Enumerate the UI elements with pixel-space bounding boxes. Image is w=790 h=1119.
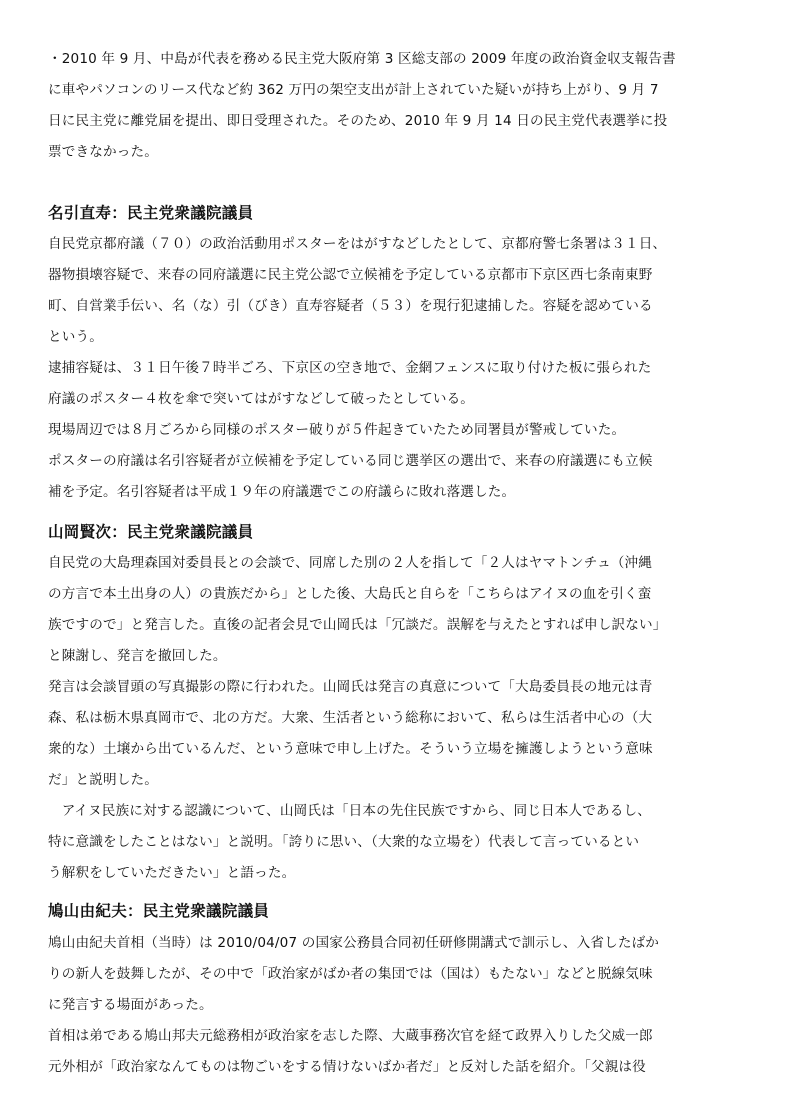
text-line: 自民党京都府議（７０）の政治活動用ポスターをはがすなどしたとして、京都府警七条署は３１日、	[48, 236, 667, 252]
text-line: 森、私は栃木県真岡市で、北の方だ。大衆、生活者という総称において、私らは生活者中心の（大	[48, 710, 653, 726]
text-line: という。	[48, 329, 103, 345]
text-line: 鳩山由紀夫首相（当時）は 2010/04/07 の国家公務員合同初任研修開講式で訓示し、入省したばか	[48, 935, 660, 951]
text-line: 器物損壊容疑で、来春の同府議選に民主党公認で立候補を予定している京都市下京区西七条南東野	[48, 267, 653, 283]
text-line: 逮捕容疑は、３１日午後７時半ごろ、下京区の空き地で、金網フェンスに取り付けた板に張られた	[48, 360, 652, 376]
text-line: 票できなかった。	[48, 144, 158, 160]
text-line: ポスターの府議は名引容疑者が立候補を予定している同じ選挙区の選出で、来春の府議選にも立候	[48, 453, 653, 469]
text-line: 首相は弟である鳩山邦夫元総務相が政治家を志した際、大蔵事務次官を経て政界入りした父威一郎	[48, 1028, 653, 1044]
text-line: う解釈をしていただきたい」と語った。	[48, 865, 296, 881]
text-line: と陳謝し、発言を撤回した。	[48, 648, 227, 664]
section-body-nabiki	[48, 229, 768, 508]
text-line: の方言で本土出身の人）の貴族だから」とした後、大島氏と自らを「こちらはアイヌの血を引く蛮	[48, 586, 652, 602]
text-line: 発言は会談冒頭の写真撮影の際に行われた。山岡氏は発言の真意について「大島委員長の地元は青	[48, 679, 653, 695]
section-heading-yamaoka: 山岡賢次：民主党衆議院議員	[48, 523, 254, 541]
text-line: 特に意識をしたことはない」と説明。「誇りに思い、（大衆的な立場を）代表して言っているとい	[48, 834, 640, 850]
section-heading-nabiki: 名引直寿：民主党衆議院議員	[48, 204, 254, 222]
text-line: りの新人を鼓舞したが、その中で「政治家がばか者の集団では（国は）もたない」などと脱線気味	[48, 966, 653, 982]
text-line: ・2010 年 9 月、中島が代表を務める民主党大阪府第 3 区総支部の 2009 年度の政治資金収支報告書	[48, 51, 676, 67]
text-line: 族ですので」と発言した。直後の記者会見で山岡氏は「冗談だ。誤解を与えたとすれば申し訳ない」	[48, 617, 667, 633]
text-line: アイヌ民族に対する認識について、山岡氏は「日本の先住民族ですから、同じ日本人であるし、	[48, 803, 651, 819]
text-line: 元外相が「政治家なんてものは物ごいをする情けないばか者だ」と反対した話を紹介。「父親は役	[48, 1059, 646, 1075]
section-heading-hatoyama: 鳩山由紀夫：民主党衆議院議員	[48, 902, 270, 920]
text-line: 補を予定。名引容疑者は平成１９年の府議選でこの府議らに敗れ落選した。	[48, 484, 516, 500]
text-line: 現場周辺では８月ごろから同様のポスター破りが５件起きていたため同署員が警戒していた。	[48, 422, 626, 438]
text-line: 府議のポスター４枚を傘で突いてはがすなどして破ったとしている。	[48, 391, 475, 407]
section-body-yamaoka	[48, 548, 768, 889]
text-line: に車やパソコンのリース代など約 362 万円の架空支出が計上されていた疑いが持ち上がり、9 月 7	[48, 82, 659, 98]
text-line: 衆的な）土壌から出ているんだ、という意味で申し上げた。そういう立場を擁護しようという意味	[48, 741, 653, 757]
text-line: だ」と説明した。	[48, 772, 158, 788]
text-line: に発言する場面があった。	[48, 997, 213, 1013]
text-line: 町、自営業手伝い、名（な）引（びき）直寿容疑者（５３）を現行犯逮捕した。容疑を認めている	[48, 298, 653, 314]
section-body-hatoyama	[48, 928, 768, 1083]
text-line: 自民党の大島理森国対委員長との会談で、同席した別の２人を指して「２人はヤマトンチュ（沖縄	[48, 555, 653, 571]
intro-paragraph	[48, 44, 768, 168]
text-line: 日に民主党に離党届を提出、即日受理された。そのため、2010 年 9 月 14 日の民主党代表選挙に投	[48, 113, 668, 129]
